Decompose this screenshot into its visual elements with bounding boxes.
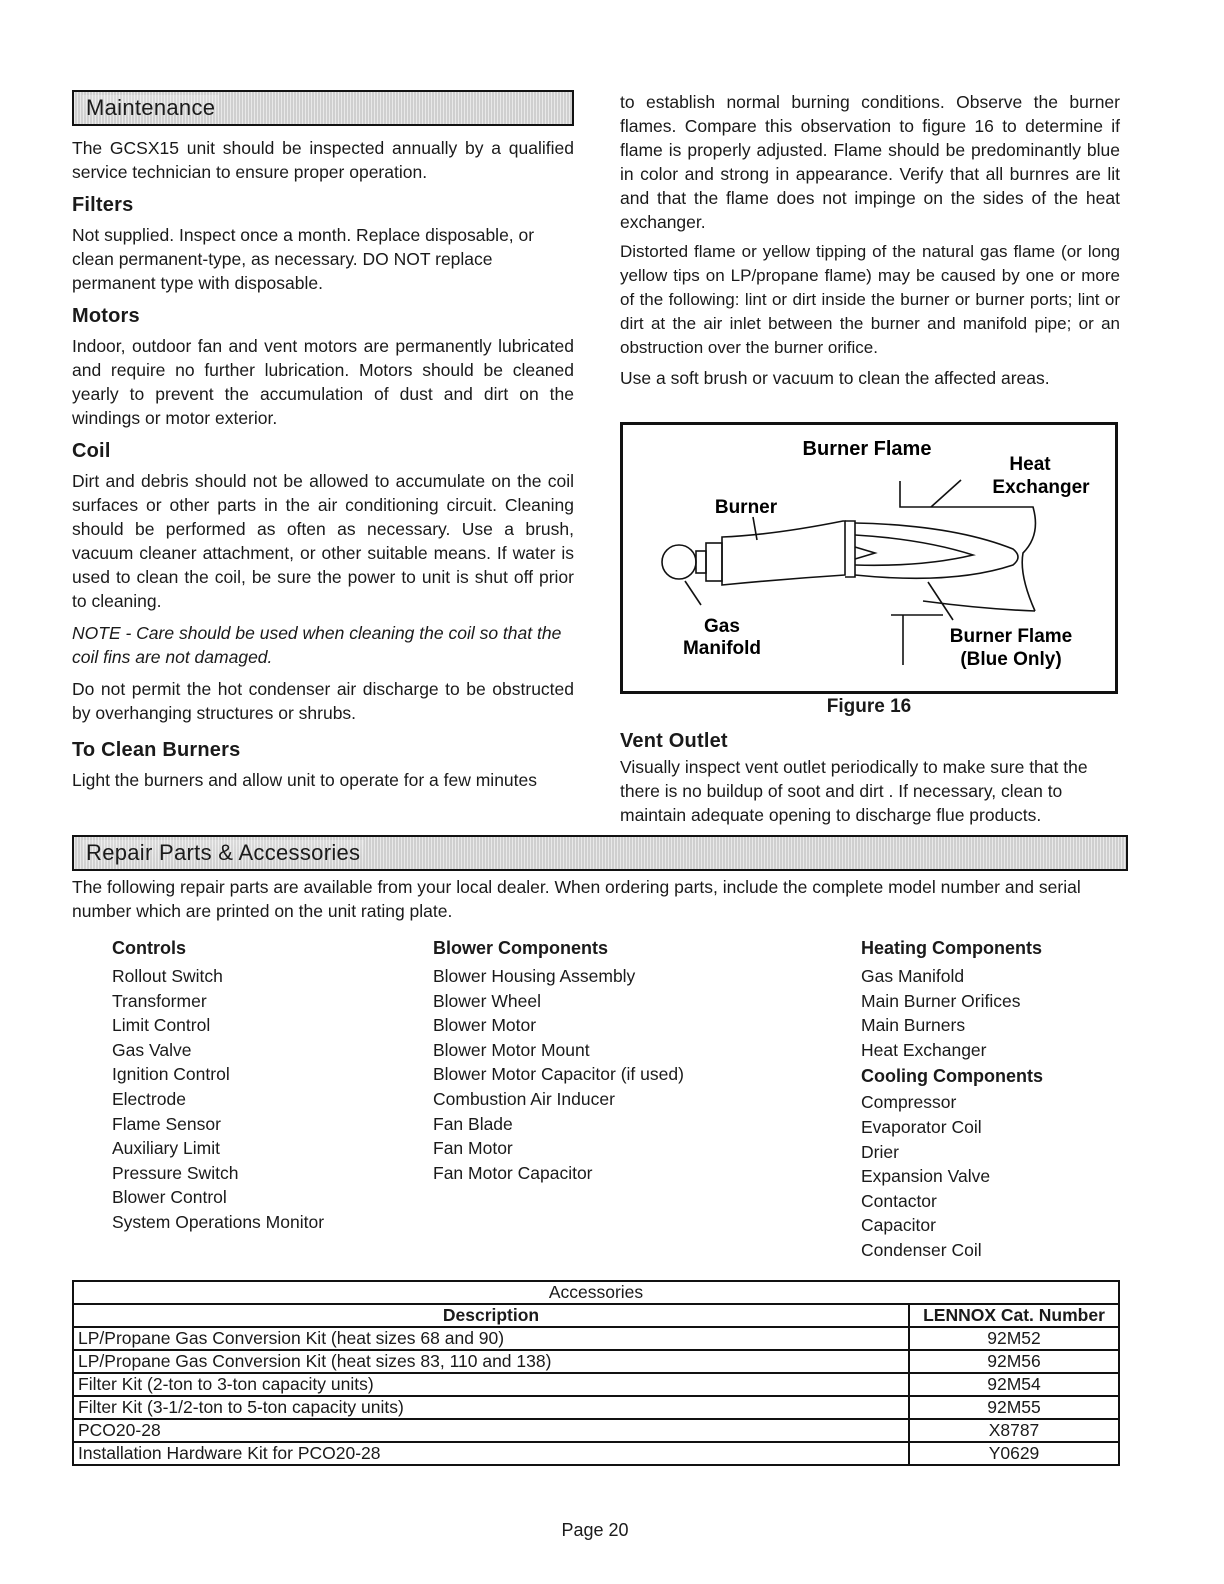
- flame-sub-label: (Blue Only): [960, 649, 1062, 670]
- filters-text: Not supplied. Inspect once a month. Replace disposable, or clean permanent-type, as necessary. DO NOT replace permanent type with disposable.: [72, 225, 535, 293]
- list-item: Ignition Control: [112, 1064, 230, 1085]
- exchanger-arrow: [931, 480, 961, 507]
- maintenance-banner: [72, 90, 574, 126]
- table-cell: 92M52: [909, 1327, 1119, 1350]
- list-item: Flame Sensor: [112, 1113, 221, 1134]
- coil-text: Dirt and debris should not be allowed to accumulate on the coil surfaces or other parts in the air conditioning circuit. Cleaning should be performed as often as necessary. Use a brush, vacuum cleaner attachment, or other suitable means. If water is used to clean the coil, be sure the power to unit is shut off prior to cleaning.: [72, 471, 574, 611]
- table-cell: Filter Kit (3-1/2-ton to 5-ton capacity units): [73, 1396, 909, 1419]
- table-row: [73, 1327, 1119, 1350]
- left-column: [72, 90, 574, 792]
- burners-text-3: Use a soft brush or vacuum to clean the affected areas.: [620, 368, 1050, 388]
- list-item: Combustion Air Inducer: [433, 1088, 615, 1109]
- table-cell: PCO20-28: [73, 1419, 909, 1442]
- manifold-label: Manifold: [682, 638, 762, 659]
- cooling-list: [861, 1064, 1043, 1262]
- table-cell: Y0629: [909, 1442, 1119, 1465]
- list-item: Electrode: [112, 1088, 186, 1109]
- table-cell: Installation Hardware Kit for PCO20-28: [73, 1442, 909, 1465]
- table-row: [73, 1442, 1119, 1465]
- motors-text: Indoor, outdoor fan and vent motors are permanently lubricated and require no further lubrication. Motors should be cleaned yearly to prevent the accumulation of dust and dirt on the windings or motor exterior.: [72, 336, 574, 428]
- motors-heading: Motors: [72, 305, 140, 327]
- cooling-heading: Cooling Components: [861, 1066, 1043, 1087]
- figure-title: Burner Flame: [802, 438, 932, 460]
- table-cell: 92M56: [909, 1350, 1119, 1373]
- heat-label: Heat: [1009, 454, 1051, 475]
- list-item: Pressure Switch: [112, 1162, 239, 1183]
- burners-text-cont: to establish normal burning conditions. Observe the burner flames. Compare this observation to figure 16 to determine if flame is properly adjusted. Flame should be predominantly blue in color and strong in appearance. Verify that all burnres are lit and that the flame does not impinge on the sides of the heat exchanger.: [620, 92, 1120, 232]
- maintenance-title: Maintenance: [82, 95, 219, 121]
- vent-heading: Vent Outlet: [620, 730, 728, 752]
- repair-intro: The following repair parts are available from your local dealer. When ordering parts, include the complete model number and serial number which are printed on the unit rating plate.: [72, 877, 1081, 921]
- list-item: Rollout Switch: [112, 966, 223, 986]
- burner-flame-figure: [620, 422, 1118, 694]
- coil-text-2: Do not permit the hot condenser air discharge to be obstructed by overhanging structures or shrubs.: [72, 679, 574, 723]
- list-item: Fan Motor: [433, 1138, 513, 1159]
- controls-list: [112, 936, 324, 1235]
- description-header: Description: [73, 1304, 909, 1327]
- gas-label: Gas: [704, 616, 740, 637]
- blower-list: [433, 936, 684, 1185]
- burners-text-start: Light the burners and allow unit to operate for a few minutes: [72, 770, 537, 790]
- vent-outlet-section: [620, 730, 1120, 827]
- maintenance-intro: The GCSX15 unit should be inspected annually by a qualified service technician to ensure proper operation.: [72, 138, 574, 182]
- accessories-title: Accessories: [73, 1281, 1119, 1304]
- exchanger-label: Exchanger: [992, 477, 1090, 498]
- list-item: System Operations Monitor: [112, 1211, 325, 1232]
- list-item: Compressor: [861, 1092, 957, 1113]
- list-item: Gas Manifold: [861, 966, 965, 986]
- controls-heading: Controls: [112, 938, 186, 958]
- list-item: Transformer: [112, 990, 207, 1011]
- manifold-arrow: [685, 581, 701, 605]
- table-row: [73, 1373, 1119, 1396]
- table-row: [73, 1350, 1119, 1373]
- list-item: Contactor: [861, 1190, 937, 1211]
- burners-heading: To Clean Burners: [72, 739, 241, 761]
- table-cell: X8787: [909, 1419, 1119, 1442]
- figure-caption: Figure 16: [826, 696, 912, 717]
- vent-text: Visually inspect vent outlet periodically to make sure that the there is no buildup of soot and dirt . If necessary, clean to maintain adequate opening to discharge flue products.: [620, 757, 1088, 825]
- repair-title: Repair Parts & Accessories: [82, 840, 364, 866]
- list-item: Blower Motor Mount: [433, 1039, 590, 1060]
- flame-label: Burner Flame: [949, 626, 1073, 647]
- filters-heading: Filters: [72, 194, 134, 216]
- list-item: Gas Valve: [112, 1039, 192, 1060]
- blower-heading: Blower Components: [433, 938, 609, 958]
- list-item: Blower Motor Capacitor (if used): [433, 1064, 684, 1085]
- burner-flame-diagram: [623, 425, 1115, 691]
- table-cell: 92M54: [909, 1373, 1119, 1396]
- coil-note: NOTE - Care should be used when cleaning the coil so that the coil fins are not damaged.: [72, 623, 562, 667]
- list-item: Blower Control: [112, 1187, 227, 1208]
- table-row: [73, 1396, 1119, 1419]
- list-item: Condenser Coil: [861, 1239, 982, 1260]
- heating-cooling-list: [861, 936, 1043, 1263]
- table-cell: Filter Kit (2-ton to 3-ton capacity units): [73, 1373, 909, 1396]
- list-item: Heat Exchanger: [861, 1039, 987, 1060]
- list-item: Capacitor: [861, 1215, 936, 1236]
- accessories-table: [72, 1280, 1120, 1466]
- burner-label: Burner: [714, 497, 778, 518]
- table-row: [73, 1419, 1119, 1442]
- list-item: Blower Housing Assembly: [433, 966, 636, 986]
- burners-text-2: Distorted flame or yellow tipping of the natural gas flame (or long yellow tips on LP/propane flame) may be caused by one or more of the following: lint or dirt inside the burner or burner ports; lint or dirt at the air inlet between the burner and manifold pipe; or an obstruction over the burner orifice.: [620, 242, 1120, 357]
- cat-number-header: LENNOX Cat. Number: [909, 1304, 1119, 1327]
- page-number: Page 20: [561, 1520, 629, 1540]
- list-item: Main Burner Orifices: [861, 990, 1021, 1011]
- table-cell: LP/Propane Gas Conversion Kit (heat sizes 83, 110 and 138): [73, 1350, 909, 1373]
- list-item: Evaporator Coil: [861, 1116, 982, 1137]
- repair-banner: [72, 835, 1128, 871]
- list-item: Blower Motor: [433, 1015, 537, 1036]
- right-column: [620, 90, 1120, 390]
- list-item: Limit Control: [112, 1015, 211, 1036]
- list-item: Auxiliary Limit: [112, 1138, 220, 1159]
- list-item: Drier: [861, 1141, 899, 1162]
- manifold-ball: [662, 545, 696, 579]
- list-item: Main Burners: [861, 1015, 966, 1036]
- table-cell: LP/Propane Gas Conversion Kit (heat sizes 68 and 90): [73, 1327, 909, 1350]
- burner-arrow: [753, 517, 757, 540]
- list-item: Expansion Valve: [861, 1166, 991, 1187]
- table-cell: 92M55: [909, 1396, 1119, 1419]
- list-item: Blower Wheel: [433, 990, 541, 1011]
- heating-heading: Heating Components: [861, 938, 1043, 958]
- list-item: Fan Motor Capacitor: [433, 1162, 593, 1183]
- coil-heading: Coil: [72, 440, 111, 462]
- list-item: Fan Blade: [433, 1113, 513, 1134]
